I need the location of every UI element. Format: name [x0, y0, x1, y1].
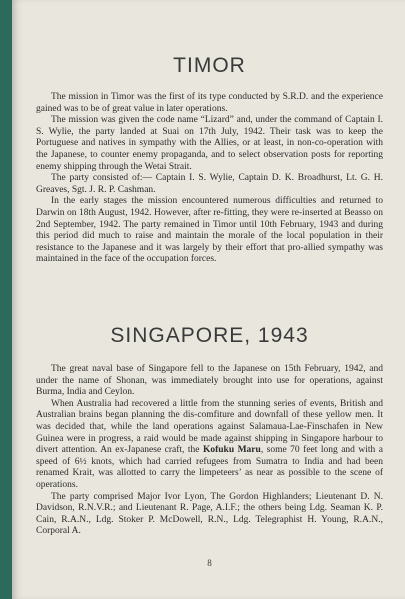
paragraph-text: , some 70 feet long and with a speed of 6½ knots, which had carried refugees from Sumatra to India and had been renamed Krait, was allotted to carry the limpeteers’ as near as possible to the scene of operations.	[36, 445, 383, 490]
page-content	[36, 0, 383, 599]
singapore-text	[36, 364, 383, 538]
section-title-singapore: SINGAPORE, 1943	[110, 324, 309, 347]
document-page	[12, 0, 405, 599]
timor-paragraph-1: The mission in Timor was the first of its type conducted by S.R.D. and the experience gained was to be of great value in later operations.	[36, 92, 383, 114]
section-title-timor: TIMOR	[173, 54, 246, 77]
timor-paragraph-2: The mission was given the code name “Lizard” and, under the command of Captain I. S. Wylie, the party landed at Suai on 17th July, 1942. Their task was to keep the Portuguese and natives in sympathy with the Allies, or at least, in non-co-operation with the Japanese, to counter enemy propaganda, and to select observation posts for reporting enemy shipping through the Wetai Strait.	[36, 115, 383, 172]
paragraph-text: When Australia had recovered a little from the stunning series of events, British and Australian brains began planning the dis-comfiture and downfall of these yellow men. It was decided that, while the land operations against Salamaua-Lae-Finschafen in New Guinea were in progress, a raid would be made against shipping in Singapore harbour to divert attention. An ex-Japanese craft, the	[36, 398, 383, 456]
singapore-paragraph-2	[36, 399, 383, 492]
singapore-paragraph-1: The great naval base of Singapore fell to the Japanese on 15th February, 1942, and under the name of Shonan, was immediately brought into use for operations, against Burma, India and Ceylon.	[36, 364, 383, 398]
page-number: 8	[207, 558, 212, 568]
vessel-name: Kofuku Maru	[202, 445, 261, 456]
timor-paragraph-3: The party consisted of:— Captain I. S. Wylie, Captain D. K. Broadhurst, Lt. G. H. Greaves, Sgt. J. R. P. Cashman.	[36, 173, 383, 195]
singapore-paragraph-3: The party comprised Major Ivor Lyon, The Gordon Highlanders; Lieutenant D. N. Davidson, R.N.V.R.; and Lieutenant R. Page, A.I.F.; the others being Ldg. Seaman K. P. Cain, R.A.N., Ldg. Stoker P. McDowell, R.N., Ldg. Telegraphist H. Young, R.A.N., Corporal A.	[36, 491, 383, 537]
timor-paragraph-4: In the early stages the mission encountered numerous difficulties and returned to Darwin on 18th August, 1942. However, after re-fitting, they were re-inserted at Beasso on 2nd September, 1942. The party remained in Timor until 10th February, 1943 and during this period did much to raise and maintain the morale of the local population in their resistance to the Japanese and it was largely by their effort that pro-allied sympathy was maintained in the face of the occupation forces.	[36, 196, 383, 265]
timor-text	[36, 92, 383, 266]
